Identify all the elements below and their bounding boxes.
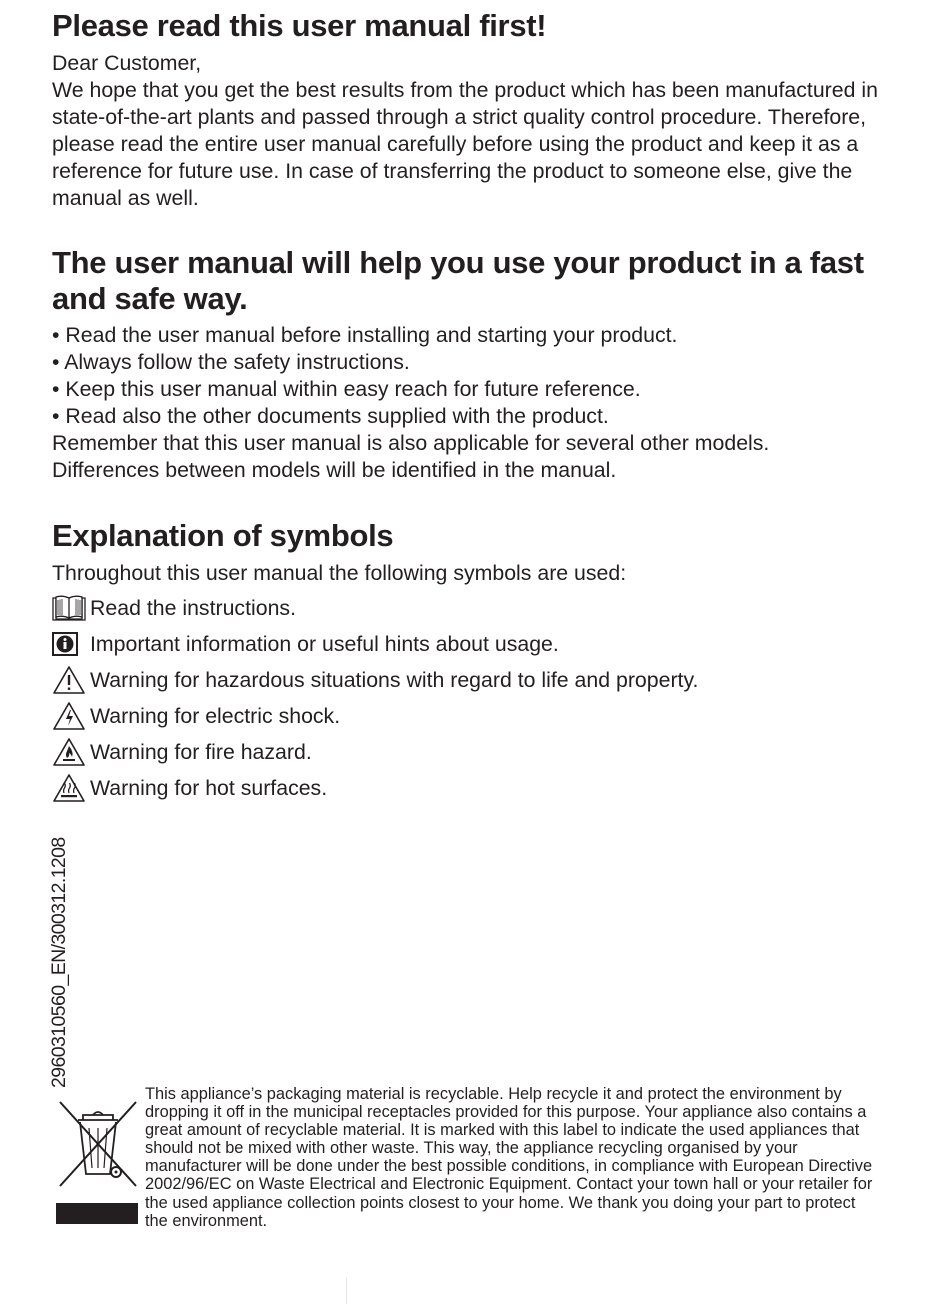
document-number: 2960310560_EN/300312.1208: [48, 837, 70, 1088]
crossed-out-bin-icon: [56, 1100, 140, 1224]
symbol-label: Warning for fire hazard.: [90, 739, 312, 764]
hot-surface-icon: [52, 772, 88, 804]
symbols-heading: Explanation of symbols: [52, 518, 394, 553]
symbol-label: Warning for hot surfaces.: [90, 775, 328, 800]
symbols-intro: Throughout this user manual the following symbols are used:: [52, 561, 627, 585]
fire-hazard-icon: [52, 736, 88, 768]
symbol-row-read-instructions: [52, 590, 912, 626]
greeting: Dear Customer,: [52, 51, 202, 75]
symbol-label: Warning for electric shock.: [90, 703, 341, 728]
list-item: • Keep this user manual within easy reach for future reference.: [52, 377, 641, 401]
help-bullet-list: [52, 322, 912, 430]
symbol-row-warning: [52, 662, 912, 698]
intro-section: [52, 50, 912, 212]
symbol-label: Warning for hazardous situations with regard to life and property.: [90, 667, 699, 692]
symbol-row-important-info: [52, 626, 912, 662]
page-edge-mark: [346, 1278, 347, 1304]
models-note: Remember that this user manual is also applicable for several other models.: [52, 431, 770, 455]
symbol-row-electric-shock: [52, 698, 912, 734]
symbol-label: Important information or useful hints about usage.: [90, 631, 559, 656]
electric-shock-icon: [52, 700, 88, 732]
help-heading: The user manual will help you use your product in a fast and safe way.: [52, 245, 864, 316]
list-item: • Always follow the safety instructions.: [52, 350, 410, 374]
symbol-label: Read the instructions.: [90, 595, 296, 620]
page-title: Please read this user manual first!: [52, 8, 547, 43]
list-item: • Read also the other documents supplied with the product.: [52, 404, 609, 428]
info-icon: [52, 628, 88, 660]
warning-icon: [52, 664, 88, 696]
list-item: • Read the user manual before installing and starting your product.: [52, 323, 678, 347]
differences-note: Differences between models will be identified in the manual.: [52, 458, 617, 482]
symbol-row-hot-surfaces: [52, 770, 912, 806]
help-section: [52, 322, 912, 484]
symbol-row-fire-hazard: [52, 734, 912, 770]
intro-paragraph: We hope that you get the best results from the product which has been manufactured in state-of-the-art plants and passed through a strict quality control procedure. Therefore, please read the entire user manual carefully before using the product and keep it as a reference for future use. In case of transferring the product to someone else, give the manual as well.: [52, 78, 878, 210]
symbols-list: [52, 590, 912, 806]
book-icon: [52, 592, 88, 624]
recycling-notice: This appliance’s packaging material is recyclable. Help recycle it and protect the environment by dropping it off in the municipal receptacles provided for this purpose. Your appliance also contains a great amount of recyclable material. It is marked with this label to indicate the used appliances that should not be mixed with other waste. This way, the appliance recycling organised by your manufacturer will be done under the best possible conditions, in compliance with European Directive 2002/96/EC on Waste Electrical and Electronic Equipment. Contact your town hall or your retailer for the used appliance collection points closest to your home. We thank you doing your part to protect the environment.: [145, 1085, 873, 1230]
